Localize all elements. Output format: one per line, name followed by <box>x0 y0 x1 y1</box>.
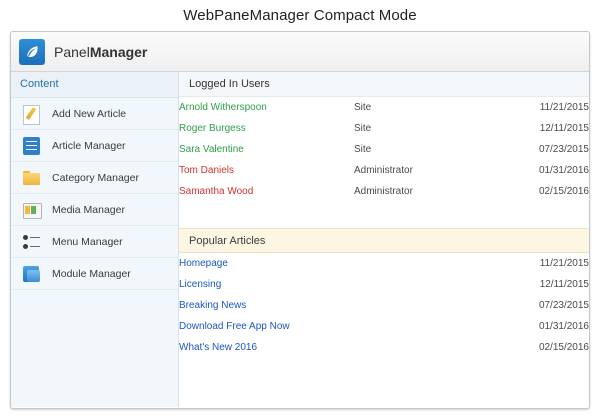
popular-articles-header: Popular Articles <box>179 228 589 253</box>
article-date: 02/15/2016 <box>538 342 589 353</box>
sidebar-item-label: Add New Article <box>52 107 127 120</box>
sidebar-title: Content <box>11 72 178 98</box>
user-name[interactable]: Roger Burgess <box>179 123 246 134</box>
module-blocks-icon <box>21 264 43 284</box>
user-date: 01/31/2016 <box>538 165 589 176</box>
article-date: 11/21/2015 <box>539 258 589 269</box>
menu-list-icon <box>21 232 43 252</box>
brand-suffix: Manager <box>89 43 148 60</box>
brand-prefix: Panel <box>54 43 90 60</box>
app-header <box>11 32 589 72</box>
user-role: Site <box>354 123 372 134</box>
user-name[interactable]: Sara Valentine <box>179 144 244 155</box>
article-spacer <box>354 253 464 274</box>
logged-in-users-table <box>179 97 589 202</box>
sidebar-item-article-manager[interactable] <box>11 130 178 162</box>
table-row[interactable] <box>179 160 589 181</box>
table-row[interactable] <box>179 337 589 358</box>
table-row[interactable] <box>179 139 589 160</box>
user-date: 07/23/2015 <box>538 144 589 155</box>
user-date: 12/11/2015 <box>539 123 589 134</box>
sidebar-item-media-manager[interactable] <box>11 194 178 226</box>
media-image-icon <box>21 200 43 220</box>
sidebar-item-category-manager[interactable] <box>11 162 178 194</box>
article-date: 12/11/2015 <box>539 279 589 290</box>
article-list-icon <box>21 136 43 156</box>
sidebar-item-label: Module Manager <box>52 267 131 280</box>
popular-articles-table <box>179 253 589 358</box>
article-name[interactable]: Download Free App Now <box>179 321 290 332</box>
logged-in-users-header: Logged In Users <box>179 72 589 97</box>
sidebar-item-label: Category Manager <box>52 171 139 184</box>
table-row[interactable] <box>179 97 589 118</box>
user-role: Site <box>354 102 372 113</box>
article-date: 07/23/2015 <box>538 300 589 311</box>
sidebar-item-menu-manager[interactable] <box>11 226 178 258</box>
article-spacer <box>354 337 464 358</box>
user-role: Administrator <box>354 165 413 176</box>
table-row[interactable] <box>179 274 589 295</box>
user-name[interactable]: Tom Daniels <box>179 165 235 176</box>
article-name[interactable]: Homepage <box>179 258 228 269</box>
sidebar-item-module-manager[interactable] <box>11 258 178 290</box>
feather-quill-icon <box>19 39 45 65</box>
table-row[interactable] <box>179 295 589 316</box>
user-role: Administrator <box>354 186 413 197</box>
user-name[interactable]: Arnold Witherspoon <box>179 102 267 113</box>
article-spacer <box>354 274 464 295</box>
page-title: WebPaneManager Compact Mode <box>183 7 417 24</box>
article-name[interactable]: Licensing <box>179 279 222 290</box>
sidebar-item-label: Article Manager <box>52 139 126 152</box>
user-date: 11/21/2015 <box>539 102 589 113</box>
sidebar <box>11 72 179 407</box>
user-name[interactable]: Samantha Wood <box>179 186 254 197</box>
table-row[interactable] <box>179 118 589 139</box>
article-date: 01/31/2016 <box>538 321 589 332</box>
folder-icon <box>21 168 43 188</box>
brand-title <box>54 44 147 60</box>
article-spacer <box>354 295 464 316</box>
table-row[interactable] <box>179 316 589 337</box>
app-window <box>10 31 590 409</box>
table-row[interactable] <box>179 181 589 202</box>
sidebar-item-add-new-article[interactable] <box>11 98 178 130</box>
pencil-document-icon <box>21 104 43 124</box>
article-name[interactable]: Breaking News <box>179 300 247 311</box>
user-role: Site <box>354 144 372 155</box>
user-date: 02/15/2016 <box>538 186 589 197</box>
table-row[interactable] <box>179 253 589 274</box>
panel-spacer <box>179 202 589 228</box>
sidebar-item-label: Menu Manager <box>52 235 123 248</box>
main-content <box>179 72 589 407</box>
sidebar-item-label: Media Manager <box>52 203 125 216</box>
article-spacer <box>354 316 464 337</box>
article-name[interactable]: What's New 2016 <box>179 342 258 353</box>
